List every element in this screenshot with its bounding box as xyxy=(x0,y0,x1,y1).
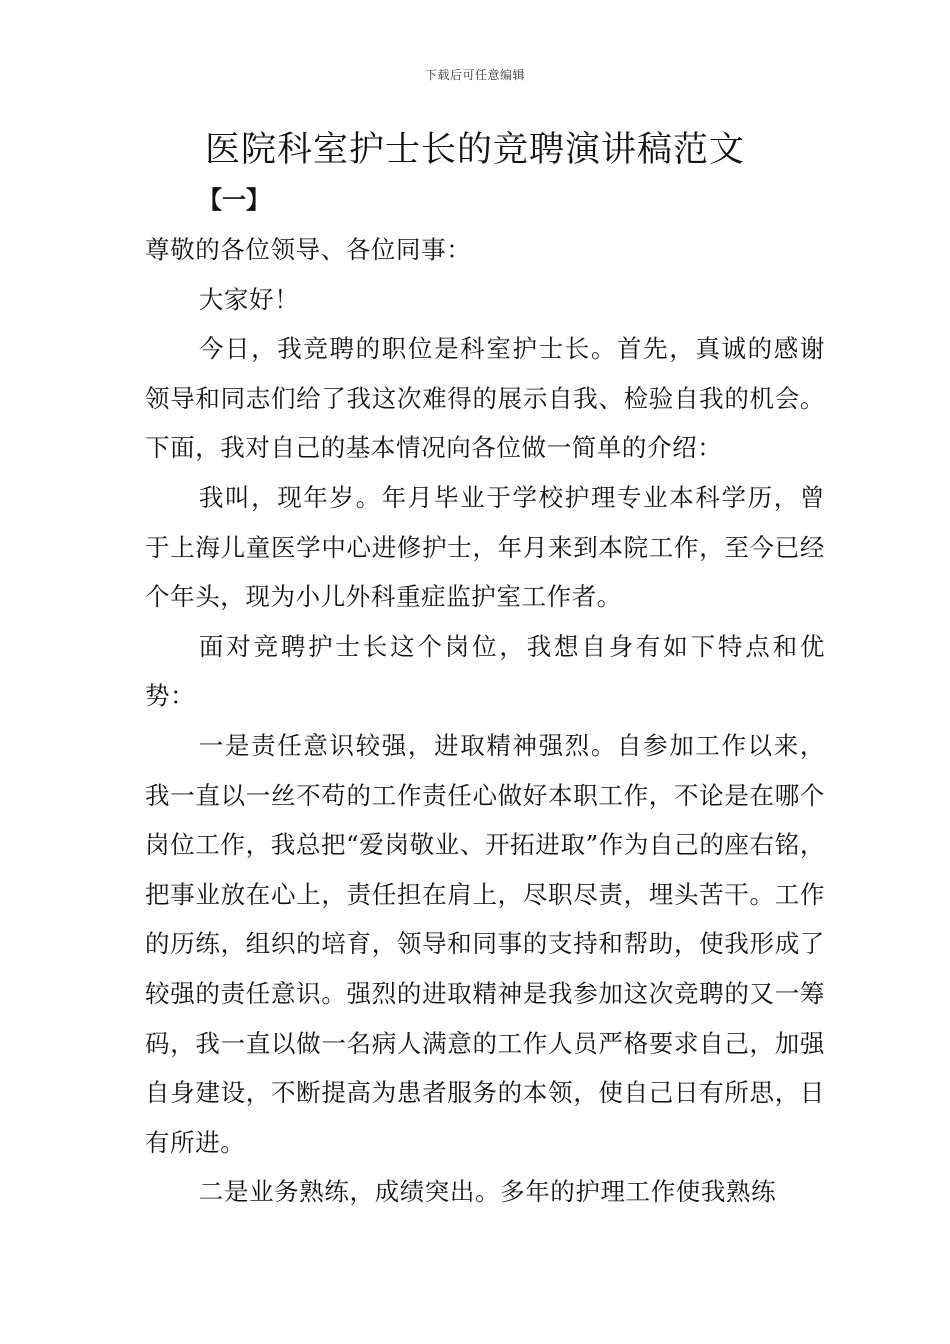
paragraph-strengths-intro: 面对竞聘护士长这个岗位，我想自身有如下特点和优势： xyxy=(145,631,825,711)
header-note: 下载后可任意编辑 xyxy=(424,68,525,82)
document-body xyxy=(145,225,825,1217)
paragraph-strength-two: 二是业务熟练，成绩突出。多年的护理工作使我熟练 xyxy=(198,1177,777,1207)
section-mark: 【一】 xyxy=(198,186,270,214)
paragraph-greeting: 大家好！ xyxy=(198,284,300,314)
paragraph-background: 我叫，现年岁。年月毕业于学校护理专业本科学历，曾于上海儿童医学中心进修护士，年月来到本院工作，至今已经个年头，现为小儿外科重症监护室工作者。 xyxy=(145,482,825,612)
document-title: 医院科室护士长的竞聘演讲稿范文 xyxy=(204,130,745,170)
paragraph-introduction: 今日，我竞聘的职位是科室护士长。首先，真诚的感谢领导和同志们给了我这次难得的展示自我、检验自我的机会。下面，我对自己的基本情况向各位做一简单的介绍： xyxy=(145,334,825,463)
paragraph-strength-one: 一是责任意识较强，进取精神强烈。自参加工作以来，我一直以一丝不苟的工作责任心做好本职工作，不论是在哪个岗位工作，我总把“爱岗敬业、开拓进取”作为自己的座右铭，把事业放在心上，责任担在肩上，尽职尽责，埋头苦干。工作的历练，组织的培育，领导和同事的支持和帮助，使我形成了较强的责任意识。强烈的进取精神是我参加这次竞聘的又一筹码，我一直以做一名病人满意的工作人员严格要求自己，加强自身建设，不断提高为患者服务的本领，使自己日有所思，日有所进。 xyxy=(145,730,825,1157)
salutation: 尊敬的各位领导、各位同事： xyxy=(145,235,472,264)
